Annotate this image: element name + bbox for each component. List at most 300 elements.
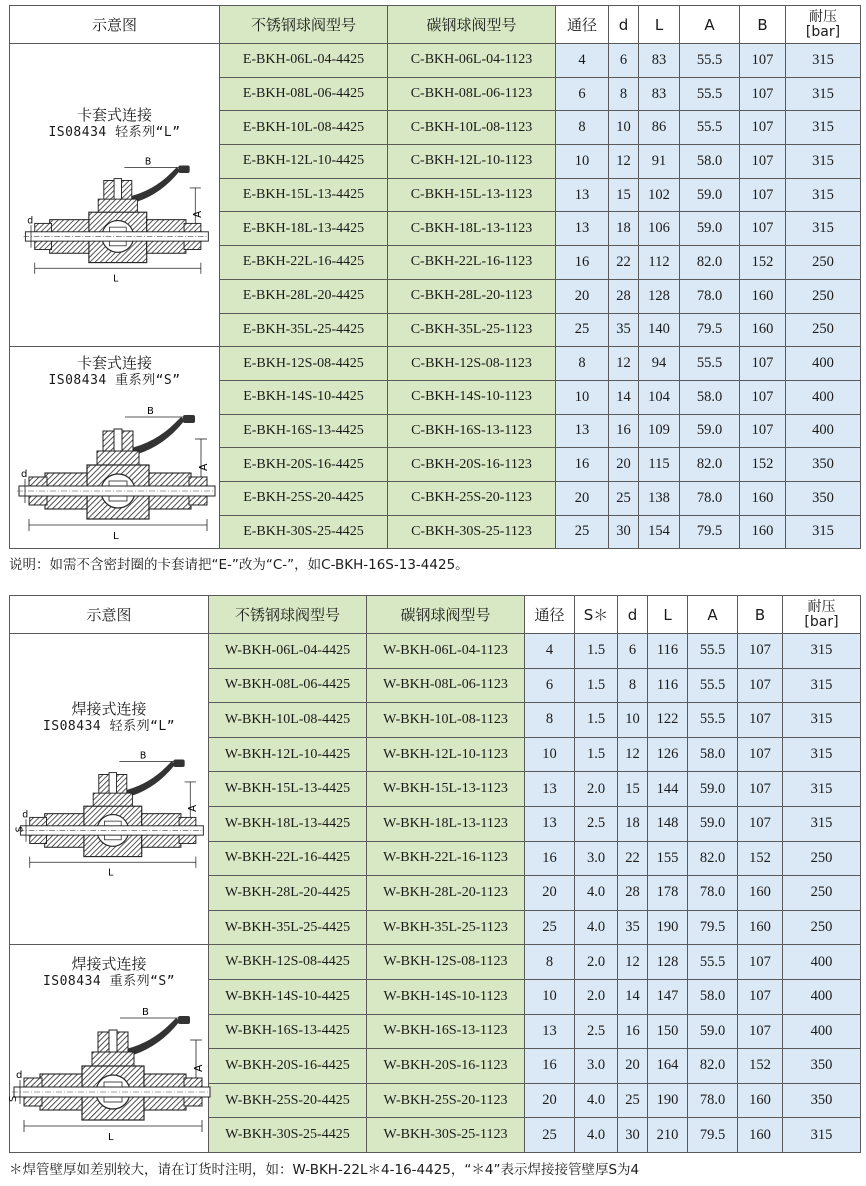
cell-stainless: E-BKH-06L-04-4425	[220, 44, 388, 78]
cell-bore: 13	[525, 806, 575, 841]
cell-s: 3.0	[575, 841, 618, 876]
cell-pressure: 400	[786, 347, 861, 381]
cell-A: 79.5	[688, 1118, 738, 1153]
cell-stainless: W-BKH-12S-08-4425	[209, 945, 367, 980]
diagram-cell	[10, 945, 209, 1153]
cell-A: 58.0	[688, 979, 738, 1014]
cell-stainless: W-BKH-16S-13-4425	[209, 1014, 367, 1049]
cell-B: 160	[740, 515, 786, 549]
cell-carbon: C-BKH-35L-25-1123	[388, 313, 556, 347]
cell-L: 178	[648, 876, 688, 911]
cell-B: 107	[738, 806, 783, 841]
cell-pressure: 315	[786, 44, 861, 78]
header-pressure-line2: [bar]	[804, 613, 839, 630]
cell-s: 1.5	[575, 737, 618, 772]
cell-L: 190	[648, 910, 688, 945]
ball-valve-diagram	[10, 994, 210, 1144]
cell-L: 210	[648, 1118, 688, 1153]
cell-L: 150	[648, 1014, 688, 1049]
diagram-label-A: A	[196, 463, 210, 471]
cell-s: 1.5	[575, 668, 618, 703]
cell-pressure: 315	[786, 77, 861, 111]
cell-A: 79.5	[688, 910, 738, 945]
cell-A: 82.0	[680, 246, 740, 280]
cell-A: 59.0	[688, 1014, 738, 1049]
header-B: B	[740, 6, 786, 44]
header-pressure	[786, 6, 861, 44]
header-bore: 通径	[556, 6, 609, 44]
cell-carbon: W-BKH-20S-16-1123	[367, 1049, 525, 1084]
cell-d: 12	[618, 737, 648, 772]
cell-stainless: E-BKH-30S-25-4425	[220, 515, 388, 549]
cell-bore: 8	[556, 111, 609, 145]
connection-type-title: 卡套式连接	[76, 353, 152, 372]
cell-bore: 10	[556, 145, 609, 179]
diagram-label-L: L	[108, 1131, 114, 1143]
connection-type-title: 焊接式连接	[71, 954, 147, 973]
cell-stainless: E-BKH-16S-13-4425	[220, 414, 388, 448]
cell-carbon: C-BKH-12S-08-1123	[388, 347, 556, 381]
diagram-label-L: L	[108, 867, 114, 879]
cell-L: 126	[648, 737, 688, 772]
cell-pressure: 250	[786, 246, 861, 280]
cell-carbon: W-BKH-08L-06-1123	[367, 668, 525, 703]
cell-B: 107	[738, 772, 783, 807]
cell-pressure: 315	[783, 668, 861, 703]
cell-stainless: E-BKH-18L-13-4425	[220, 212, 388, 246]
cell-A: 78.0	[688, 876, 738, 911]
cell-bore: 16	[525, 1049, 575, 1084]
table2-note: ＊焊管壁厚如差别较大，请在订货时注明，如：W-BKH-22L＊4-16-4425，“＊4”表示焊接接管壁厚S为4	[9, 1162, 640, 1178]
cell-pressure: 350	[783, 1049, 861, 1084]
cell-B: 107	[740, 44, 786, 78]
cell-d: 35	[618, 910, 648, 945]
cell-B: 160	[738, 876, 783, 911]
diagram-label-L: L	[112, 530, 119, 542]
cell-B: 160	[738, 1083, 783, 1118]
cell-d: 16	[609, 414, 639, 448]
diagram-cell	[10, 347, 220, 549]
cell-A: 59.0	[680, 414, 740, 448]
cell-stainless: E-BKH-35L-25-4425	[220, 313, 388, 347]
diagram-label-A: A	[192, 1064, 205, 1072]
cell-s: 4.0	[575, 876, 618, 911]
cell-stainless: W-BKH-15L-13-4425	[209, 772, 367, 807]
cell-d: 6	[618, 634, 648, 669]
connection-series-subtitle: IS08434 重系列“S”	[42, 973, 176, 989]
cell-s: 3.0	[575, 1049, 618, 1084]
cell-d: 15	[618, 772, 648, 807]
cell-A: 55.5	[680, 111, 740, 145]
cell-A: 55.5	[688, 703, 738, 738]
diagram-label-d: d	[20, 468, 27, 480]
cell-L: 116	[648, 634, 688, 669]
cell-d: 22	[609, 246, 639, 280]
cell-carbon: W-BKH-14S-10-1123	[367, 979, 525, 1014]
cell-bore: 20	[556, 481, 609, 515]
cell-A: 55.5	[680, 44, 740, 78]
cell-L: 102	[639, 178, 680, 212]
cell-stainless: W-BKH-30S-25-4425	[209, 1118, 367, 1153]
cell-carbon: W-BKH-35L-25-1123	[367, 910, 525, 945]
cell-bore: 13	[556, 178, 609, 212]
cell-B: 152	[740, 246, 786, 280]
cell-L: 109	[639, 414, 680, 448]
cell-s: 2.5	[575, 1014, 618, 1049]
cell-d: 20	[609, 448, 639, 482]
cell-pressure: 400	[783, 979, 861, 1014]
cell-bore: 13	[556, 414, 609, 448]
header-B: B	[738, 596, 783, 634]
cell-pressure: 315	[783, 1118, 861, 1153]
cell-bore: 20	[556, 279, 609, 313]
header-d: d	[609, 6, 639, 44]
cell-stainless: E-BKH-28L-20-4425	[220, 279, 388, 313]
cell-B: 152	[738, 841, 783, 876]
connection-type-title: 焊接式连接	[71, 700, 147, 719]
cell-L: 86	[639, 111, 680, 145]
cell-stainless: E-BKH-25S-20-4425	[220, 481, 388, 515]
connection-series-subtitle: IS08434 轻系列“L”	[48, 125, 181, 141]
cell-s: 2.0	[575, 772, 618, 807]
cell-stainless: W-BKH-22L-16-4425	[209, 841, 367, 876]
table1-note: 说明：如需不含密封圈的卡套请把“E-”改为“C-”，如C-BKH-16S-13-4425。	[9, 557, 469, 573]
diagram-cell	[10, 634, 209, 945]
cell-L: 83	[639, 77, 680, 111]
cell-s: 1.5	[575, 703, 618, 738]
diagram-label-A: A	[191, 210, 204, 218]
cell-A: 78.0	[680, 481, 740, 515]
cell-B: 160	[740, 279, 786, 313]
cell-B: 107	[738, 1014, 783, 1049]
header-A: A	[680, 6, 740, 44]
cell-carbon: W-BKH-18L-13-1123	[367, 806, 525, 841]
connection-series-subtitle: IS08434 轻系列“L”	[42, 719, 176, 735]
cell-A: 58.0	[680, 380, 740, 414]
table-header-row	[10, 596, 861, 634]
cell-bore: 8	[525, 945, 575, 980]
diagram-label-B: B	[139, 750, 147, 762]
cell-B: 107	[740, 111, 786, 145]
cell-A: 78.0	[688, 1083, 738, 1118]
cell-L: 164	[648, 1049, 688, 1084]
cell-d: 18	[618, 806, 648, 841]
cell-s: 1.5	[575, 634, 618, 669]
cell-A: 82.0	[680, 448, 740, 482]
cell-pressure: 315	[786, 212, 861, 246]
table-header-row	[10, 6, 861, 44]
cell-pressure: 315	[783, 772, 861, 807]
cell-B: 107	[740, 145, 786, 179]
diagram-label-L: L	[112, 273, 118, 285]
cell-bore: 25	[525, 910, 575, 945]
cell-A: 78.0	[680, 279, 740, 313]
cell-d: 30	[618, 1118, 648, 1153]
cell-carbon: C-BKH-10L-08-1123	[388, 111, 556, 145]
table-row	[10, 945, 861, 980]
cell-A: 55.5	[680, 347, 740, 381]
cell-stainless: W-BKH-35L-25-4425	[209, 910, 367, 945]
diagram-label-B: B	[144, 156, 151, 168]
cell-bore: 20	[525, 876, 575, 911]
cell-carbon: C-BKH-12L-10-1123	[388, 145, 556, 179]
cell-pressure: 315	[783, 806, 861, 841]
header-L: L	[648, 596, 688, 634]
cell-B: 107	[740, 178, 786, 212]
ball-valve-diagram	[15, 393, 215, 543]
cell-carbon: C-BKH-16S-13-1123	[388, 414, 556, 448]
cell-stainless: E-BKH-20S-16-4425	[220, 448, 388, 482]
cell-bore: 25	[556, 515, 609, 549]
cell-bore: 4	[525, 634, 575, 669]
cell-bore: 13	[525, 772, 575, 807]
cell-L: 112	[639, 246, 680, 280]
cell-carbon: W-BKH-28L-20-1123	[367, 876, 525, 911]
header-carbon-model: 碳钢球阀型号	[367, 596, 525, 634]
header-diagram: 示意图	[10, 596, 209, 634]
cell-carbon: C-BKH-25S-20-1123	[388, 481, 556, 515]
cell-A: 82.0	[688, 841, 738, 876]
cell-stainless: W-BKH-08L-06-4425	[209, 668, 367, 703]
cell-pressure: 315	[786, 178, 861, 212]
cell-A: 55.5	[688, 634, 738, 669]
cell-A: 58.0	[688, 737, 738, 772]
cell-d: 6	[609, 44, 639, 78]
header-pressure-line2: [bar]	[805, 23, 841, 40]
header-stainless-model: 不锈钢球阀型号	[220, 6, 388, 44]
ball-valve-diagram	[15, 145, 215, 285]
cell-L: 115	[639, 448, 680, 482]
cell-carbon: C-BKH-06L-04-1123	[388, 44, 556, 78]
header-s: S＊	[575, 596, 618, 634]
cell-B: 160	[740, 313, 786, 347]
cell-bore: 16	[556, 246, 609, 280]
cell-L: 155	[648, 841, 688, 876]
cell-carbon: C-BKH-14S-10-1123	[388, 380, 556, 414]
connection-series-subtitle: IS08434 重系列“S”	[48, 372, 181, 388]
cell-stainless: E-BKH-08L-06-4425	[220, 77, 388, 111]
cell-carbon: C-BKH-18L-13-1123	[388, 212, 556, 246]
cell-L: 91	[639, 145, 680, 179]
cell-pressure: 400	[783, 945, 861, 980]
cell-A: 82.0	[688, 1049, 738, 1084]
cell-pressure: 350	[783, 1083, 861, 1118]
header-stainless-model: 不锈钢球阀型号	[209, 596, 367, 634]
cell-pressure: 250	[786, 279, 861, 313]
cell-B: 160	[738, 1118, 783, 1153]
cell-A: 55.5	[688, 945, 738, 980]
cell-d: 25	[609, 481, 639, 515]
cell-d: 28	[609, 279, 639, 313]
cell-L: 83	[639, 44, 680, 78]
cell-A: 59.0	[688, 772, 738, 807]
cell-A: 79.5	[680, 313, 740, 347]
cell-stainless: W-BKH-18L-13-4425	[209, 806, 367, 841]
cell-bore: 13	[525, 1014, 575, 1049]
cell-carbon: C-BKH-15L-13-1123	[388, 178, 556, 212]
cell-carbon: C-BKH-30S-25-1123	[388, 515, 556, 549]
cell-stainless: W-BKH-12L-10-4425	[209, 737, 367, 772]
cell-carbon: C-BKH-28L-20-1123	[388, 279, 556, 313]
cell-d: 12	[609, 145, 639, 179]
cell-A: 58.0	[680, 145, 740, 179]
welded-valve-spec-table	[9, 595, 861, 1153]
ball-valve-diagram	[10, 739, 210, 879]
cell-L: 128	[648, 945, 688, 980]
header-pressure	[783, 596, 861, 634]
cell-L: 190	[648, 1083, 688, 1118]
cell-s: 4.0	[575, 910, 618, 945]
cell-A: 59.0	[680, 178, 740, 212]
cell-pressure: 400	[783, 1014, 861, 1049]
cell-carbon: W-BKH-25S-20-1123	[367, 1083, 525, 1118]
cell-bore: 10	[525, 737, 575, 772]
cell-bore: 10	[525, 979, 575, 1014]
cell-bore: 25	[556, 313, 609, 347]
cell-stainless: W-BKH-10L-08-4425	[209, 703, 367, 738]
cell-B: 107	[740, 212, 786, 246]
connection-type-title: 卡套式连接	[76, 106, 152, 125]
cell-pressure: 315	[786, 111, 861, 145]
cell-d: 8	[609, 77, 639, 111]
cell-bore: 25	[525, 1118, 575, 1153]
cell-L: 94	[639, 347, 680, 381]
header-carbon-model: 碳钢球阀型号	[388, 6, 556, 44]
cell-carbon: C-BKH-08L-06-1123	[388, 77, 556, 111]
cell-B: 107	[738, 979, 783, 1014]
cell-bore: 6	[556, 77, 609, 111]
cell-pressure: 315	[786, 515, 861, 549]
cell-pressure: 250	[783, 876, 861, 911]
cell-B: 107	[738, 668, 783, 703]
cell-d: 8	[618, 668, 648, 703]
cell-bore: 8	[525, 703, 575, 738]
cell-carbon: W-BKH-12L-10-1123	[367, 737, 525, 772]
cell-B: 107	[738, 703, 783, 738]
cell-d: 30	[609, 515, 639, 549]
cell-pressure: 315	[783, 703, 861, 738]
cell-stainless: W-BKH-28L-20-4425	[209, 876, 367, 911]
cell-A: 79.5	[680, 515, 740, 549]
cell-pressure: 250	[786, 313, 861, 347]
diagram-label-d: d	[26, 215, 33, 227]
cell-B: 152	[738, 1049, 783, 1084]
cell-bore: 8	[556, 347, 609, 381]
cell-carbon: W-BKH-10L-08-1123	[367, 703, 525, 738]
cell-B: 160	[738, 910, 783, 945]
cell-L: 116	[648, 668, 688, 703]
cell-s: 2.5	[575, 806, 618, 841]
diagram-label-d: d	[16, 1069, 23, 1081]
cell-L: 104	[639, 380, 680, 414]
cell-bore: 16	[556, 448, 609, 482]
cell-carbon: W-BKH-22L-16-1123	[367, 841, 525, 876]
table-row	[10, 44, 861, 78]
cell-bore: 20	[525, 1083, 575, 1118]
cell-d: 20	[618, 1049, 648, 1084]
cell-d: 25	[618, 1083, 648, 1118]
cell-s: 4.0	[575, 1118, 618, 1153]
diagram-label-B: B	[142, 1006, 149, 1018]
cell-d: 10	[609, 111, 639, 145]
cell-B: 107	[740, 380, 786, 414]
cell-B: 107	[738, 634, 783, 669]
cell-s: 2.0	[575, 979, 618, 1014]
cell-s: 2.0	[575, 945, 618, 980]
cell-bore: 16	[525, 841, 575, 876]
cell-B: 152	[740, 448, 786, 482]
cell-pressure: 400	[786, 414, 861, 448]
cell-bore: 13	[556, 212, 609, 246]
header-pressure-line1: 耐压	[807, 598, 836, 615]
cell-A: 55.5	[680, 77, 740, 111]
cell-L: 122	[648, 703, 688, 738]
diagram-label-A: A	[186, 804, 199, 812]
cell-pressure: 350	[786, 448, 861, 482]
cell-stainless: W-BKH-14S-10-4425	[209, 979, 367, 1014]
cell-pressure: 315	[786, 145, 861, 179]
table-row	[10, 634, 861, 669]
cell-d: 28	[618, 876, 648, 911]
header-L: L	[639, 6, 680, 44]
cell-carbon: W-BKH-12S-08-1123	[367, 945, 525, 980]
cell-B: 107	[740, 77, 786, 111]
diagram-label-d: d	[22, 809, 29, 821]
cell-A: 59.0	[680, 212, 740, 246]
cell-A: 55.5	[688, 668, 738, 703]
cell-carbon: W-BKH-16S-13-1123	[367, 1014, 525, 1049]
cell-L: 140	[639, 313, 680, 347]
cell-B: 107	[740, 414, 786, 448]
cell-stainless: E-BKH-14S-10-4425	[220, 380, 388, 414]
cell-d: 15	[609, 178, 639, 212]
diagram-label-B: B	[146, 405, 154, 417]
cell-pressure: 350	[786, 481, 861, 515]
header-d: d	[618, 596, 648, 634]
diagram-label-S: S	[14, 826, 26, 833]
cell-pressure: 315	[783, 634, 861, 669]
cell-d: 22	[618, 841, 648, 876]
cell-d: 14	[609, 380, 639, 414]
cell-pressure: 400	[786, 380, 861, 414]
table-row	[10, 347, 861, 381]
cell-pressure: 250	[783, 910, 861, 945]
cell-L: 148	[648, 806, 688, 841]
diagram-cell	[10, 44, 220, 347]
cell-stainless: W-BKH-25S-20-4425	[209, 1083, 367, 1118]
cell-carbon: W-BKH-15L-13-1123	[367, 772, 525, 807]
cell-pressure: 250	[783, 841, 861, 876]
cell-d: 18	[609, 212, 639, 246]
cell-L: 138	[639, 481, 680, 515]
cell-s: 4.0	[575, 1083, 618, 1118]
cell-L: 106	[639, 212, 680, 246]
cell-d: 12	[618, 945, 648, 980]
cell-B: 107	[738, 737, 783, 772]
cell-A: 59.0	[688, 806, 738, 841]
cell-L: 128	[639, 279, 680, 313]
cell-stainless: E-BKH-22L-16-4425	[220, 246, 388, 280]
cell-stainless: E-BKH-15L-13-4425	[220, 178, 388, 212]
cell-L: 144	[648, 772, 688, 807]
header-A: A	[688, 596, 738, 634]
cell-B: 160	[740, 481, 786, 515]
cell-L: 154	[639, 515, 680, 549]
cell-stainless: W-BKH-06L-04-4425	[209, 634, 367, 669]
cell-B: 107	[738, 945, 783, 980]
cell-carbon: W-BKH-30S-25-1123	[367, 1118, 525, 1153]
header-pressure-line1: 耐压	[809, 8, 837, 25]
